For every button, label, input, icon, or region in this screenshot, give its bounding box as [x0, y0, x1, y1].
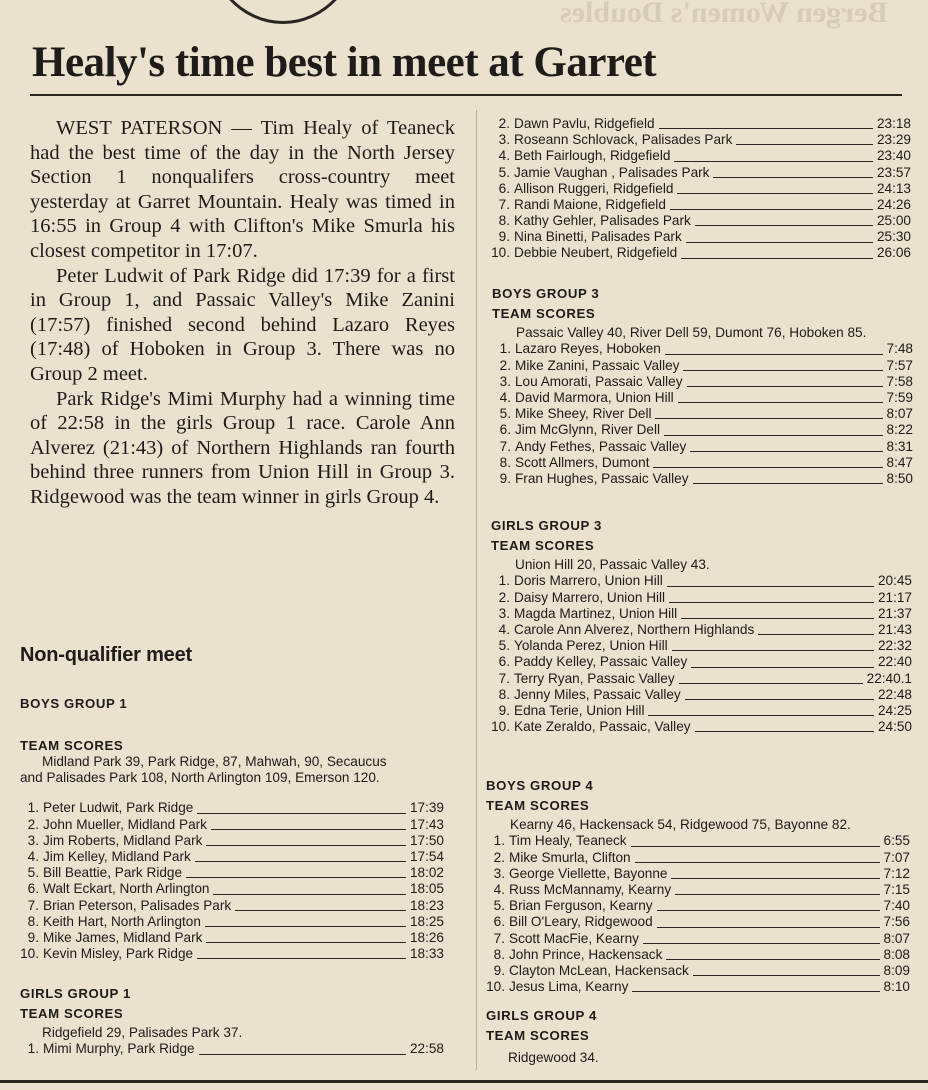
finish-time: 22:40	[877, 654, 912, 670]
result-row	[491, 622, 912, 638]
finish-time: 18:26	[409, 929, 444, 945]
group-label: BOYS GROUP 3	[492, 286, 600, 301]
leader-line	[211, 829, 406, 830]
runner-name: Allison Ruggeri, Ridgefield	[514, 180, 674, 196]
finish-time: 23:18	[876, 115, 911, 131]
finish-rank: 7.	[493, 930, 505, 946]
runner-name: Kathy Gehler, Palisades Park	[514, 213, 691, 229]
runner-name: Edna Terie, Union Hill	[514, 702, 645, 718]
finish-time: 20:45	[877, 573, 912, 589]
runner-name: Lou Amorati, Passaic Valley	[515, 373, 683, 389]
leader-line	[690, 451, 882, 452]
result-row	[491, 116, 911, 132]
result-row	[20, 833, 444, 849]
leader-line	[687, 386, 883, 387]
result-row	[491, 148, 911, 164]
headline: Healy's time best in meet at Garret	[32, 39, 657, 86]
finish-rank: 3.	[498, 605, 510, 621]
runner-name: Jenny Miles, Passaic Valley	[514, 686, 681, 702]
finish-rank: 2.	[498, 115, 510, 131]
leader-line	[648, 715, 874, 716]
finish-time: 7:48	[886, 341, 913, 357]
runner-name: Brian Peterson, Palisades Park	[43, 897, 232, 913]
result-row	[491, 606, 912, 622]
result-row	[491, 654, 912, 670]
finish-time: 7:59	[886, 389, 913, 405]
runner-name: Jim McGlynn, River Dell	[515, 422, 661, 438]
finish-time: 21:43	[877, 621, 912, 637]
leader-line	[667, 586, 874, 587]
finish-time: 25:30	[876, 229, 911, 245]
leader-line	[659, 128, 873, 129]
runner-name: Mike James, Midland Park	[43, 929, 203, 945]
runner-name: Carole Ann Alverez, Northern Highlands	[514, 621, 755, 637]
runner-name: Scott MacFie, Kearny	[509, 930, 639, 946]
leader-line	[685, 699, 874, 700]
runner-name: John Mueller, Midland Park	[43, 816, 207, 832]
leader-line	[632, 991, 879, 992]
finish-rank: 4.	[498, 148, 510, 164]
leader-line	[736, 144, 873, 145]
team-scores-line: and Palisades Park 108, North Arlington 109, Emerson 120.	[20, 770, 380, 786]
finish-rank: 7.	[498, 196, 510, 212]
leader-line	[206, 845, 406, 846]
result-row	[486, 833, 910, 849]
finish-rank: 1.	[499, 341, 511, 357]
leader-line	[678, 402, 883, 403]
result-row	[491, 229, 911, 245]
finish-time: 23:29	[876, 132, 911, 148]
finish-rank: 1.	[498, 573, 510, 589]
finish-time: 8:07	[883, 930, 910, 946]
leader-line	[664, 435, 883, 436]
finish-rank: 8.	[498, 686, 510, 702]
result-row	[20, 817, 444, 833]
finish-rank: 10.	[486, 979, 505, 995]
finish-time: 24:50	[877, 719, 912, 735]
finish-time: 8:10	[883, 979, 910, 995]
leader-line	[681, 258, 873, 259]
runner-name: Lazaro Reyes, Hoboken	[515, 341, 661, 357]
runner-name: Mike Zanini, Passaic Valley	[515, 357, 680, 373]
result-row	[486, 914, 910, 930]
runner-name: Jamie Vaughan , Palisades Park	[514, 164, 710, 180]
girls-group-3	[491, 518, 912, 735]
finish-time: 26:06	[876, 245, 911, 261]
finish-time: 8:09	[883, 962, 910, 978]
team-scores-line: Ridgewood 34.	[508, 1050, 599, 1066]
runner-name: John Prince, Hackensack	[509, 946, 663, 962]
finish-time: 8:07	[886, 406, 913, 422]
results-list	[20, 800, 444, 962]
result-row	[491, 197, 911, 213]
team-scores-label: TEAM SCORES	[486, 798, 590, 814]
finish-time: 8:47	[886, 454, 913, 470]
result-row	[491, 590, 912, 606]
boys-group-4	[486, 778, 910, 995]
finish-rank: 3.	[499, 373, 511, 389]
runner-name: Walt Eckart, North Arlington	[43, 881, 210, 897]
finish-rank: 9.	[498, 229, 510, 245]
result-row	[491, 703, 912, 719]
team-scores-line: Union Hill 20, Passaic Valley 43.	[515, 557, 710, 573]
finish-rank: 10.	[491, 719, 510, 735]
runner-name: Terry Ryan, Passaic Valley	[514, 670, 675, 686]
result-row	[486, 947, 910, 963]
finish-time: 8:22	[886, 422, 913, 438]
runner-name: Kevin Misley, Park Ridge	[43, 946, 194, 962]
finish-rank: 4.	[498, 621, 510, 637]
runner-name: Daisy Marrero, Union Hill	[514, 589, 666, 605]
result-row	[486, 963, 910, 979]
team-scores-line: Ridgefield 29, Palisades Park 37.	[42, 1025, 243, 1041]
leader-line	[635, 862, 880, 863]
result-row	[20, 914, 444, 930]
leader-line	[199, 1054, 406, 1055]
finish-time: 8:50	[886, 470, 913, 486]
finish-time: 7:12	[883, 865, 910, 881]
result-row	[492, 358, 913, 374]
leader-line	[195, 861, 406, 862]
runner-name: Doris Marrero, Union Hill	[514, 573, 663, 589]
finish-time: 17:43	[409, 816, 444, 832]
finish-rank: 3.	[493, 865, 505, 881]
runner-name: Scott Allmers, Dumont	[515, 454, 650, 470]
result-row	[20, 1041, 444, 1057]
runner-name: Andy Fethes, Passaic Valley	[515, 438, 687, 454]
finish-time: 7:57	[886, 357, 913, 373]
runner-name: Bill O'Leary, Ridgewood	[509, 914, 653, 930]
finish-time: 6:55	[883, 833, 910, 849]
leader-line	[672, 650, 874, 651]
runner-name: Fran Hughes, Passaic Valley	[515, 470, 689, 486]
finish-time: 17:50	[409, 832, 444, 848]
finish-rank: 5.	[493, 898, 505, 914]
leader-line	[681, 618, 874, 619]
result-row	[492, 374, 913, 390]
finish-rank: 9.	[499, 470, 511, 486]
leader-line	[686, 242, 873, 243]
result-row	[20, 865, 444, 881]
runner-name: Kate Zeraldo, Passaic, Valley	[514, 719, 691, 735]
result-row	[486, 882, 910, 898]
runner-name: Jim Roberts, Midland Park	[43, 832, 203, 848]
results-list	[491, 573, 912, 735]
leader-line	[758, 634, 874, 635]
finish-time: 23:57	[876, 164, 911, 180]
leader-line	[657, 927, 880, 928]
finish-rank: 8.	[499, 454, 511, 470]
leader-line	[691, 667, 874, 668]
runner-name: Russ McMannamy, Kearny	[509, 881, 672, 897]
leader-line	[197, 813, 406, 814]
leader-line	[679, 683, 863, 684]
result-row	[491, 132, 911, 148]
leader-line	[670, 209, 873, 210]
finish-time: 7:07	[883, 849, 910, 865]
results-list	[491, 116, 911, 262]
runner-name: David Marmora, Union Hill	[515, 389, 674, 405]
leader-line	[683, 370, 882, 371]
leader-line	[213, 894, 406, 895]
finish-rank: 5.	[498, 638, 510, 654]
group-label: GIRLS GROUP 3	[491, 518, 602, 533]
runner-name: Tim Healy, Teaneck	[509, 833, 627, 849]
result-row	[492, 471, 913, 487]
leader-line	[695, 225, 873, 226]
finish-time: 22:48	[877, 686, 912, 702]
story-body	[30, 116, 455, 510]
finish-time: 24:25	[877, 702, 912, 718]
team-scores-label: TEAM SCORES	[492, 306, 596, 322]
finish-rank: 4.	[27, 848, 39, 864]
finish-time: 22:32	[877, 638, 912, 654]
result-row	[492, 439, 913, 455]
finish-time: 23:40	[876, 148, 911, 164]
finish-rank: 9.	[498, 702, 510, 718]
leader-line	[693, 975, 880, 976]
result-row	[492, 341, 913, 357]
finish-rank: 9.	[493, 962, 505, 978]
girls-group-1-continued	[491, 116, 911, 262]
finish-rank: 8.	[27, 913, 39, 929]
finish-rank: 10.	[20, 946, 39, 962]
result-row	[20, 946, 444, 962]
group-label: BOYS GROUP 4	[486, 778, 594, 793]
result-row	[20, 849, 444, 865]
runner-name: George Viellette, Bayonne	[509, 865, 668, 881]
leader-line	[631, 846, 880, 847]
result-row	[491, 687, 912, 703]
girls-group-1	[20, 986, 444, 1058]
finish-rank: 6.	[499, 422, 511, 438]
runner-name: Nina Binetti, Palisades Park	[514, 229, 682, 245]
boys-group-1	[20, 696, 444, 962]
team-scores-line: Passaic Valley 40, River Dell 59, Dumont 76, Hoboken 85.	[516, 325, 867, 341]
results-list	[486, 833, 910, 995]
finish-rank: 1.	[27, 800, 39, 816]
finish-rank: 2.	[498, 589, 510, 605]
finish-rank: 9.	[27, 929, 39, 945]
result-row	[492, 406, 913, 422]
group-label: GIRLS GROUP 4	[486, 1008, 597, 1023]
result-row	[491, 671, 912, 687]
finish-rank: 3.	[27, 832, 39, 848]
runner-name: Brian Ferguson, Kearny	[509, 898, 653, 914]
leader-line	[713, 177, 873, 178]
runner-name: Clayton McLean, Hackensack	[509, 962, 689, 978]
result-row	[491, 638, 912, 654]
finish-rank: 2.	[499, 357, 511, 373]
finish-time: 18:25	[409, 913, 444, 929]
finish-time: 17:39	[409, 800, 444, 816]
finish-time: 8:08	[883, 946, 910, 962]
result-row	[491, 719, 912, 735]
runner-name: Debbie Neubert, Ridgefield	[514, 245, 678, 261]
team-scores-line: Midland Park 39, Park Ridge, 87, Mahwah, 90, Secaucus	[42, 754, 387, 770]
runner-name: Keith Hart, North Arlington	[43, 913, 201, 929]
results-subhead: Non-qualifier meet	[20, 644, 192, 666]
finish-rank: 3.	[498, 132, 510, 148]
finish-time: 24:13	[876, 180, 911, 196]
team-scores-line: Kearny 46, Hackensack 54, Ridgewood 75, Bayonne 82.	[510, 817, 851, 833]
finish-rank: 10.	[491, 245, 510, 261]
leader-line	[235, 910, 406, 911]
masthead-circle-fragment	[205, 0, 361, 24]
group-label: GIRLS GROUP 1	[20, 986, 131, 1001]
story-paragraph-3: Park Ridge's Mimi Murphy had a winning time of 22:58 in the girls Group 1 race. Carole Ann Alverez (21:43) of Northern Highlands ran fourth behind three runners from Union Hill in Group 3. Ridgewood was the team winner in girls Group 4.	[30, 387, 455, 508]
leader-line	[677, 193, 873, 194]
finish-rank: 5.	[27, 865, 39, 881]
finish-time: 7:58	[886, 373, 913, 389]
girls-group-4	[486, 1008, 910, 1066]
finish-time: 22:58	[409, 1041, 444, 1057]
result-row	[486, 850, 910, 866]
finish-time: 21:17	[877, 589, 912, 605]
runner-name: Yolanda Perez, Union Hill	[514, 638, 668, 654]
result-row	[486, 898, 910, 914]
leader-line	[695, 731, 874, 732]
team-scores-label: TEAM SCORES	[20, 1006, 124, 1022]
result-row	[491, 246, 911, 262]
result-row	[486, 979, 910, 995]
finish-time: 18:05	[409, 881, 444, 897]
team-scores-label: TEAM SCORES	[491, 538, 595, 554]
finish-time: 7:56	[883, 914, 910, 930]
finish-time: 22:40.1	[866, 670, 912, 686]
runner-name: Magda Martinez, Union Hill	[514, 605, 678, 621]
finish-rank: 6.	[27, 881, 39, 897]
runner-name: Randi Maione, Ridgefield	[514, 196, 666, 212]
leader-line	[669, 602, 874, 603]
leader-line	[197, 958, 406, 959]
team-scores-label: TEAM SCORES	[20, 738, 124, 754]
finish-rank: 6.	[498, 180, 510, 196]
finish-rank: 2.	[27, 816, 39, 832]
result-row	[20, 898, 444, 914]
runner-name: Roseann Schlovack, Palisades Park	[514, 132, 733, 148]
headline-rule	[30, 94, 902, 96]
finish-time: 18:02	[409, 865, 444, 881]
leader-line	[666, 959, 879, 960]
leader-line	[653, 467, 882, 468]
finish-rank: 4.	[493, 881, 505, 897]
finish-rank: 1.	[27, 1041, 39, 1057]
bleed-through-heading: Bergen Women's Doubles	[560, 0, 888, 29]
result-row	[492, 455, 913, 471]
finish-time: 17:54	[409, 848, 444, 864]
runner-name: Mike Sheey, River Dell	[515, 406, 652, 422]
result-row	[491, 165, 911, 181]
results-list	[20, 1041, 444, 1057]
runner-name: Mimi Murphy, Park Ridge	[43, 1041, 195, 1057]
team-scores-label: TEAM SCORES	[486, 1028, 590, 1044]
finish-time: 24:26	[876, 196, 911, 212]
leader-line	[206, 942, 406, 943]
finish-rank: 7.	[499, 438, 511, 454]
boys-group-3	[492, 286, 913, 487]
runner-name: Jesus Lima, Kearny	[509, 979, 629, 995]
finish-rank: 2.	[493, 849, 505, 865]
result-row	[486, 866, 910, 882]
result-row	[492, 390, 913, 406]
runner-name: Peter Ludwit, Park Ridge	[43, 800, 194, 816]
group-label: BOYS GROUP 1	[20, 696, 128, 711]
result-row	[20, 930, 444, 946]
finish-time: 8:31	[886, 438, 913, 454]
finish-rank: 1.	[493, 833, 505, 849]
finish-rank: 7.	[498, 670, 510, 686]
runner-name: Jim Kelley, Midland Park	[43, 848, 191, 864]
finish-time: 7:40	[883, 898, 910, 914]
finish-time: 18:33	[409, 946, 444, 962]
runner-name: Dawn Pavlu, Ridgefield	[514, 115, 655, 131]
finish-rank: 6.	[498, 654, 510, 670]
result-row	[492, 422, 913, 438]
bottom-rule	[0, 1080, 928, 1083]
leader-line	[657, 910, 880, 911]
story-paragraph-2: Peter Ludwit of Park Ridge did 17:39 for a first in Group 1, and Passaic Valley's Mike Zanini (17:57) finished second behind Lazaro Reyes (17:48) of Hoboken in Group 3. There was no Group 2 meet.	[30, 264, 455, 385]
results-list	[492, 341, 913, 487]
finish-rank: 5.	[499, 406, 511, 422]
finish-rank: 8.	[493, 946, 505, 962]
leader-line	[643, 943, 880, 944]
leader-line	[675, 894, 879, 895]
finish-time: 25:00	[876, 213, 911, 229]
finish-rank: 8.	[498, 213, 510, 229]
runner-name: Mike Smurla, Clifton	[509, 849, 631, 865]
finish-rank: 4.	[499, 389, 511, 405]
leader-line	[665, 354, 883, 355]
finish-rank: 5.	[498, 164, 510, 180]
column-divider	[476, 110, 477, 1070]
story-paragraph-1: WEST PATERSON — Tim Healy of Teaneck had the best time of the day in the North Jersey Section 1 nonqualifers cross-country meet yesterday at Garret Mountain. Healy was timed in 16:55 in Group 4 with Clifton's Mike Smurla his closest competitor in 17:07.	[30, 117, 455, 262]
result-row	[491, 181, 911, 197]
runner-name: Bill Beattie, Park Ridge	[43, 865, 183, 881]
result-row	[486, 931, 910, 947]
leader-line	[655, 418, 882, 419]
finish-time: 18:23	[409, 897, 444, 913]
leader-line	[671, 878, 879, 879]
result-row	[20, 881, 444, 897]
finish-time: 7:15	[883, 881, 910, 897]
finish-rank: 7.	[27, 897, 39, 913]
finish-time: 21:37	[877, 605, 912, 621]
leader-line	[674, 161, 873, 162]
result-row	[491, 573, 912, 589]
result-row	[491, 213, 911, 229]
result-row	[20, 800, 444, 816]
leader-line	[693, 483, 883, 484]
leader-line	[205, 926, 406, 927]
leader-line	[186, 877, 406, 878]
runner-name: Beth Fairlough, Ridgefield	[514, 148, 671, 164]
runner-name: Paddy Kelley, Passaic Valley	[514, 654, 688, 670]
finish-rank: 6.	[493, 914, 505, 930]
